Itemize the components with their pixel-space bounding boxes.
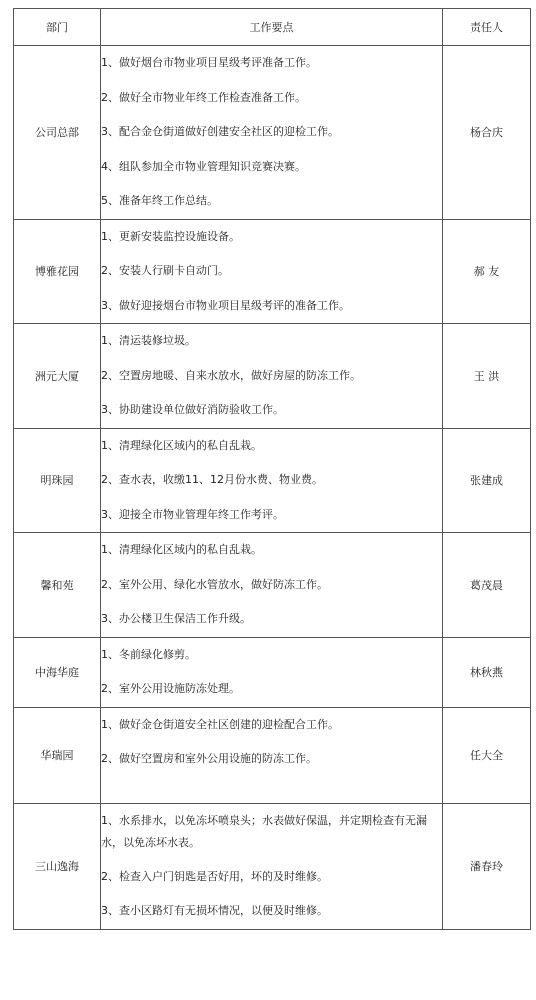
dept-cell: 博雅花园	[14, 219, 101, 324]
task-item: 3、迎接全市物业管理年终工作考评。	[101, 507, 284, 521]
person-cell: 郝 友	[443, 219, 531, 324]
person-cell: 潘春玲	[443, 803, 531, 929]
person-cell: 林秋燕	[443, 637, 531, 707]
task-item: 1、清理绿化区域内的私自乱栽。	[101, 543, 262, 556]
table-row	[14, 428, 531, 533]
dept-cell: 洲元大厦	[14, 324, 101, 429]
person-cell: 王 洪	[443, 324, 531, 429]
task-item: 2、查水表，收缴11、12月份水费、物业费。	[101, 473, 323, 486]
task-item: 3、协助建设单位做好消防验收工作。	[101, 403, 284, 416]
dept-cell: 华瑞园	[14, 707, 101, 803]
blank-space	[101, 777, 442, 803]
header-person: 责任人	[443, 9, 531, 46]
task-item: 1、清运装修垃圾。	[101, 334, 196, 347]
person-cell: 任大全	[443, 707, 531, 803]
task-item: 2、检查入户门钥匙是否好用，坏的及时维修。	[101, 869, 328, 883]
task-item: 1、冬前绿化修剪。	[101, 647, 196, 661]
tasks-cell	[101, 324, 443, 429]
task-item: 2、做好空置房和室外公用设施的防冻工作。	[101, 752, 317, 765]
tasks-cell	[101, 533, 443, 638]
tasks-cell	[101, 219, 443, 324]
dept-cell: 中海华庭	[14, 637, 101, 707]
task-item: 2、室外公用、绿化水管放水，做好防冻工作。	[101, 577, 328, 591]
tasks-cell	[101, 803, 443, 929]
table-row	[14, 533, 531, 638]
header-row	[14, 9, 531, 46]
dept-cell: 明珠园	[14, 428, 101, 533]
header-dept: 部门	[14, 9, 101, 46]
task-item: 3、做好迎接烟台市物业项目星级考评的准备工作。	[101, 298, 350, 312]
task-item: 5、准备年终工作总结。	[101, 194, 218, 207]
tasks-cell	[101, 46, 443, 220]
table-row	[14, 46, 531, 220]
task-item: 2、室外公用设施防冻处理。	[101, 682, 240, 695]
table-row	[14, 219, 531, 324]
dept-cell: 公司总部	[14, 46, 101, 220]
header-tasks: 工作要点	[101, 9, 443, 46]
person-cell: 张建成	[443, 428, 531, 533]
table-row	[14, 324, 531, 429]
tasks-cell	[101, 428, 443, 533]
task-item: 1、做好烟台市物业项目星级考评准备工作。	[101, 56, 317, 69]
dept-cell: 馨和苑	[14, 533, 101, 638]
task-item: 3、查小区路灯有无损坏情况，以便及时维修。	[101, 904, 328, 917]
person-cell: 葛茂晨	[443, 533, 531, 638]
dept-cell: 三山逸海	[14, 803, 101, 929]
task-item: 1、更新安装监控设施设备。	[101, 229, 240, 243]
table-row	[14, 637, 531, 707]
task-item: 4、组队参加全市物业管理知识竞赛决赛。	[101, 159, 306, 173]
work-plan-table	[13, 8, 531, 930]
task-item: 3、办公楼卫生保洁工作升级。	[101, 612, 251, 625]
task-item: 1、水系排水，以免冻坏喷泉头；水表做好保温，并定期检查有无漏水，以免冻坏水表。	[101, 813, 427, 849]
table-row	[14, 803, 531, 929]
table-row	[14, 707, 531, 803]
task-item: 1、做好金仓街道安全社区创建的迎检配合工作。	[101, 717, 339, 731]
person-cell: 杨合庆	[443, 46, 531, 220]
tasks-cell	[101, 637, 443, 707]
tasks-cell	[101, 707, 443, 803]
task-item: 1、清理绿化区域内的私自乱栽。	[101, 438, 262, 452]
task-item: 3、配合金仓街道做好创建安全社区的迎检工作。	[101, 125, 339, 138]
task-item: 2、空置房地暖、自来水放水，做好房屋的防冻工作。	[101, 368, 361, 382]
task-item: 2、做好全市物业年终工作检查准备工作。	[101, 90, 306, 104]
task-item: 2、安装人行刷卡自动门。	[101, 264, 229, 277]
